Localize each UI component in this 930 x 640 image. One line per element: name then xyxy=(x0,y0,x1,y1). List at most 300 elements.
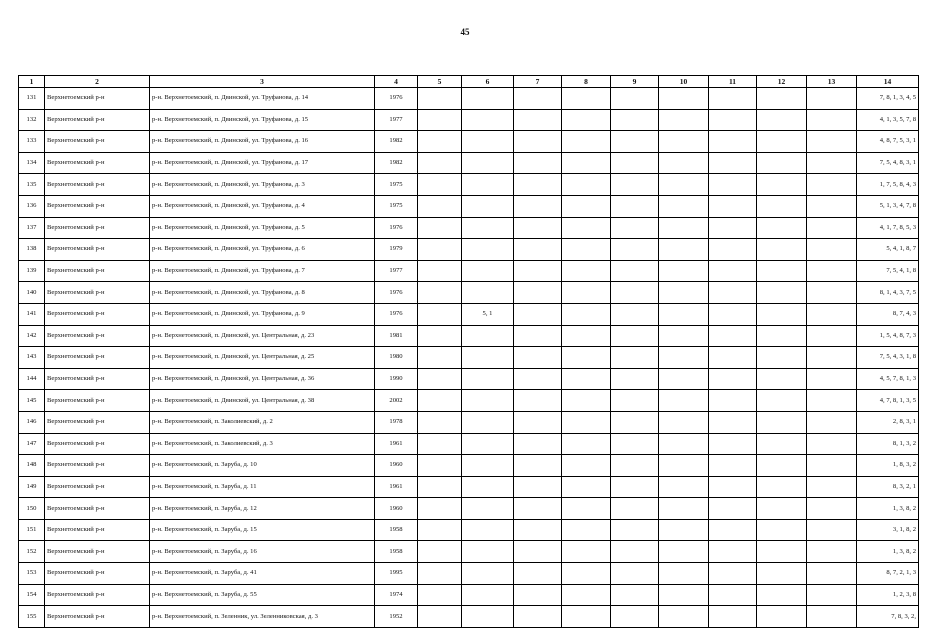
address-cell: р-н. Верхнетоемский, п. Двинской, ул. Труфанова, д. 4 xyxy=(150,195,375,217)
table-row xyxy=(19,325,919,347)
empty-cell xyxy=(807,282,857,304)
empty-cell xyxy=(418,131,462,153)
empty-cell xyxy=(562,152,611,174)
empty-cell xyxy=(562,455,611,477)
column-6-cell xyxy=(462,260,514,282)
year-cell: 1974 xyxy=(375,584,418,606)
empty-cell xyxy=(659,476,709,498)
empty-cell xyxy=(418,239,462,261)
empty-cell xyxy=(562,282,611,304)
empty-cell xyxy=(659,195,709,217)
empty-cell xyxy=(611,217,659,239)
district-cell: Верхнетоемский р-н xyxy=(45,498,150,520)
column-14-cell: 8, 1, 3, 2 xyxy=(857,433,919,455)
year-cell: 1960 xyxy=(375,498,418,520)
table-row xyxy=(19,131,919,153)
column-6-cell xyxy=(462,390,514,412)
empty-cell xyxy=(418,411,462,433)
empty-cell xyxy=(418,217,462,239)
empty-cell xyxy=(659,390,709,412)
district-cell: Верхнетоемский р-н xyxy=(45,303,150,325)
row-number: 148 xyxy=(19,455,45,477)
column-6-cell: 5, 1 xyxy=(462,303,514,325)
column-6-cell xyxy=(462,325,514,347)
column-14-cell: 4, 1, 3, 5, 7, 8 xyxy=(857,109,919,131)
year-cell: 1982 xyxy=(375,152,418,174)
empty-cell xyxy=(659,498,709,520)
year-cell: 1982 xyxy=(375,131,418,153)
empty-cell xyxy=(659,152,709,174)
address-cell: р-н. Верхнетоемский, п. Заруба, д. 11 xyxy=(150,476,375,498)
empty-cell xyxy=(709,390,757,412)
empty-cell xyxy=(611,260,659,282)
empty-cell xyxy=(757,411,807,433)
row-number: 138 xyxy=(19,239,45,261)
year-cell: 1958 xyxy=(375,519,418,541)
column-14-cell: 8, 7, 4, 3 xyxy=(857,303,919,325)
empty-cell xyxy=(659,606,709,628)
empty-cell xyxy=(418,563,462,585)
empty-cell xyxy=(514,174,562,196)
empty-cell xyxy=(514,303,562,325)
empty-cell xyxy=(807,325,857,347)
address-cell: р-н. Верхнетоемский, п. Двинской, ул. Труфанова, д. 5 xyxy=(150,217,375,239)
table-row xyxy=(19,519,919,541)
empty-cell xyxy=(514,606,562,628)
empty-cell xyxy=(418,368,462,390)
empty-cell xyxy=(709,411,757,433)
table-row xyxy=(19,239,919,261)
empty-cell xyxy=(659,411,709,433)
year-cell: 1958 xyxy=(375,541,418,563)
table-row xyxy=(19,174,919,196)
empty-cell xyxy=(562,303,611,325)
empty-cell xyxy=(807,476,857,498)
empty-cell xyxy=(611,584,659,606)
row-number: 142 xyxy=(19,325,45,347)
empty-cell xyxy=(807,584,857,606)
empty-cell xyxy=(659,131,709,153)
empty-cell xyxy=(807,131,857,153)
column-header: 11 xyxy=(709,76,757,88)
address-cell: р-н. Верхнетоемский, п. Двинской, ул. Труфанова, д. 7 xyxy=(150,260,375,282)
empty-cell xyxy=(562,174,611,196)
empty-cell xyxy=(514,325,562,347)
empty-cell xyxy=(659,217,709,239)
empty-cell xyxy=(659,239,709,261)
empty-cell xyxy=(757,260,807,282)
empty-cell xyxy=(807,347,857,369)
column-14-cell: 5, 1, 3, 4, 7, 8 xyxy=(857,195,919,217)
empty-cell xyxy=(807,498,857,520)
column-header: 4 xyxy=(375,76,418,88)
empty-cell xyxy=(418,584,462,606)
empty-cell xyxy=(418,519,462,541)
column-6-cell xyxy=(462,195,514,217)
address-cell: р-н. Верхнетоемский, п. Заруба, д. 10 xyxy=(150,455,375,477)
empty-cell xyxy=(514,563,562,585)
year-cell: 1976 xyxy=(375,282,418,304)
row-number: 139 xyxy=(19,260,45,282)
empty-cell xyxy=(807,195,857,217)
empty-cell xyxy=(807,109,857,131)
year-cell: 1977 xyxy=(375,109,418,131)
year-cell: 1981 xyxy=(375,325,418,347)
address-cell: р-н. Верхнетоемский, п. Заколиевский, д. 2 xyxy=(150,411,375,433)
table-row xyxy=(19,282,919,304)
empty-cell xyxy=(562,584,611,606)
empty-cell xyxy=(562,563,611,585)
column-header: 2 xyxy=(45,76,150,88)
row-number: 150 xyxy=(19,498,45,520)
empty-cell xyxy=(757,109,807,131)
column-6-cell xyxy=(462,152,514,174)
empty-cell xyxy=(659,519,709,541)
year-cell: 1976 xyxy=(375,217,418,239)
empty-cell xyxy=(709,174,757,196)
district-cell: Верхнетоемский р-н xyxy=(45,519,150,541)
address-cell: р-н. Верхнетоемский, п. Двинской, ул. Центральная, д. 36 xyxy=(150,368,375,390)
table-row xyxy=(19,606,919,628)
table-row xyxy=(19,455,919,477)
table-row xyxy=(19,476,919,498)
column-14-cell: 1, 7, 5, 8, 4, 3 xyxy=(857,174,919,196)
year-cell: 1961 xyxy=(375,476,418,498)
year-cell: 1976 xyxy=(375,303,418,325)
column-6-cell xyxy=(462,217,514,239)
district-cell: Верхнетоемский р-н xyxy=(45,390,150,412)
district-cell: Верхнетоемский р-н xyxy=(45,152,150,174)
empty-cell xyxy=(757,174,807,196)
district-cell: Верхнетоемский р-н xyxy=(45,455,150,477)
address-cell: р-н. Верхнетоемский, п. Двинской, ул. Центральная, д. 25 xyxy=(150,347,375,369)
empty-cell xyxy=(562,131,611,153)
empty-cell xyxy=(709,303,757,325)
column-6-cell xyxy=(462,606,514,628)
empty-cell xyxy=(757,541,807,563)
empty-cell xyxy=(611,476,659,498)
empty-cell xyxy=(709,455,757,477)
column-14-cell: 4, 7, 8, 1, 3, 5 xyxy=(857,390,919,412)
empty-cell xyxy=(709,368,757,390)
row-number: 141 xyxy=(19,303,45,325)
year-cell: 1976 xyxy=(375,88,418,110)
empty-cell xyxy=(757,303,807,325)
empty-cell xyxy=(514,476,562,498)
empty-cell xyxy=(709,541,757,563)
empty-cell xyxy=(514,455,562,477)
table-row xyxy=(19,390,919,412)
district-cell: Верхнетоемский р-н xyxy=(45,174,150,196)
empty-cell xyxy=(807,303,857,325)
column-14-cell: 5, 4, 1, 8, 7 xyxy=(857,239,919,261)
row-number: 144 xyxy=(19,368,45,390)
empty-cell xyxy=(514,282,562,304)
year-cell: 1978 xyxy=(375,411,418,433)
empty-cell xyxy=(659,368,709,390)
row-number: 149 xyxy=(19,476,45,498)
empty-cell xyxy=(709,563,757,585)
district-cell: Верхнетоемский р-н xyxy=(45,563,150,585)
district-cell: Верхнетоемский р-н xyxy=(45,88,150,110)
address-cell: р-н. Верхнетоемский, п. Двинской, ул. Труфанова, д. 3 xyxy=(150,174,375,196)
district-cell: Верхнетоемский р-н xyxy=(45,584,150,606)
empty-cell xyxy=(757,476,807,498)
empty-cell xyxy=(514,368,562,390)
empty-cell xyxy=(611,131,659,153)
empty-cell xyxy=(562,239,611,261)
empty-cell xyxy=(807,368,857,390)
empty-cell xyxy=(709,260,757,282)
housing-register-table xyxy=(18,75,919,628)
empty-cell xyxy=(709,325,757,347)
empty-cell xyxy=(418,455,462,477)
district-cell: Верхнетоемский р-н xyxy=(45,541,150,563)
empty-cell xyxy=(562,519,611,541)
empty-cell xyxy=(659,584,709,606)
empty-cell xyxy=(659,325,709,347)
column-14-cell: 7, 8, 3, 2, xyxy=(857,606,919,628)
empty-cell xyxy=(757,131,807,153)
empty-cell xyxy=(807,606,857,628)
column-6-cell xyxy=(462,174,514,196)
column-6-cell xyxy=(462,541,514,563)
empty-cell xyxy=(418,109,462,131)
empty-cell xyxy=(611,390,659,412)
address-cell: р-н. Верхнетоемский, п. Двинской, ул. Центральная, д. 38 xyxy=(150,390,375,412)
year-cell: 1961 xyxy=(375,433,418,455)
empty-cell xyxy=(709,584,757,606)
column-6-cell xyxy=(462,433,514,455)
empty-cell xyxy=(514,347,562,369)
empty-cell xyxy=(514,217,562,239)
empty-cell xyxy=(709,347,757,369)
empty-cell xyxy=(611,541,659,563)
column-14-cell: 1, 5, 4, 8, 7, 3 xyxy=(857,325,919,347)
district-cell: Верхнетоемский р-н xyxy=(45,325,150,347)
year-cell: 1977 xyxy=(375,260,418,282)
empty-cell xyxy=(514,88,562,110)
column-header: 3 xyxy=(150,76,375,88)
table-row xyxy=(19,109,919,131)
year-cell: 1980 xyxy=(375,347,418,369)
column-14-cell: 1, 3, 8, 2 xyxy=(857,498,919,520)
empty-cell xyxy=(807,217,857,239)
empty-cell xyxy=(757,455,807,477)
year-cell: 1975 xyxy=(375,174,418,196)
district-cell: Верхнетоемский р-н xyxy=(45,368,150,390)
column-header: 9 xyxy=(611,76,659,88)
table-row xyxy=(19,368,919,390)
year-cell: 1952 xyxy=(375,606,418,628)
empty-cell xyxy=(562,217,611,239)
column-14-cell: 1, 8, 3, 2 xyxy=(857,455,919,477)
empty-cell xyxy=(807,390,857,412)
column-6-cell xyxy=(462,109,514,131)
table-row xyxy=(19,217,919,239)
empty-cell xyxy=(757,390,807,412)
empty-cell xyxy=(611,411,659,433)
table-row xyxy=(19,411,919,433)
empty-cell xyxy=(757,152,807,174)
empty-cell xyxy=(514,584,562,606)
row-number: 143 xyxy=(19,347,45,369)
address-cell: р-н. Верхнетоемский, п. Двинской, ул. Центральная, д. 23 xyxy=(150,325,375,347)
row-number: 136 xyxy=(19,195,45,217)
empty-cell xyxy=(709,498,757,520)
empty-cell xyxy=(562,325,611,347)
district-cell: Верхнетоемский р-н xyxy=(45,411,150,433)
empty-cell xyxy=(757,433,807,455)
empty-cell xyxy=(757,88,807,110)
empty-cell xyxy=(562,606,611,628)
row-number: 151 xyxy=(19,519,45,541)
empty-cell xyxy=(611,347,659,369)
empty-cell xyxy=(418,347,462,369)
empty-cell xyxy=(611,152,659,174)
empty-cell xyxy=(418,325,462,347)
empty-cell xyxy=(709,606,757,628)
address-cell: р-н. Верхнетоемский, п. Двинской, ул. Труфанова, д. 16 xyxy=(150,131,375,153)
address-cell: р-н. Верхнетоемский, п. Зеленник, ул. Зеленниковская, д. 3 xyxy=(150,606,375,628)
empty-cell xyxy=(562,476,611,498)
column-header: 10 xyxy=(659,76,709,88)
empty-cell xyxy=(659,174,709,196)
district-cell: Верхнетоемский р-н xyxy=(45,606,150,628)
district-cell: Верхнетоемский р-н xyxy=(45,217,150,239)
row-number: 140 xyxy=(19,282,45,304)
column-header: 13 xyxy=(807,76,857,88)
empty-cell xyxy=(807,411,857,433)
year-cell: 2002 xyxy=(375,390,418,412)
table-row xyxy=(19,303,919,325)
address-cell: р-н. Верхнетоемский, п. Двинской, ул. Труфанова, д. 8 xyxy=(150,282,375,304)
empty-cell xyxy=(807,260,857,282)
empty-cell xyxy=(659,541,709,563)
table-row xyxy=(19,433,919,455)
empty-cell xyxy=(418,606,462,628)
empty-cell xyxy=(514,131,562,153)
empty-cell xyxy=(562,498,611,520)
empty-cell xyxy=(418,174,462,196)
address-cell: р-н. Верхнетоемский, п. Заруба, д. 12 xyxy=(150,498,375,520)
row-number: 147 xyxy=(19,433,45,455)
empty-cell xyxy=(659,433,709,455)
empty-cell xyxy=(418,303,462,325)
column-14-cell: 8, 1, 4, 3, 7, 5 xyxy=(857,282,919,304)
empty-cell xyxy=(611,519,659,541)
column-header: 5 xyxy=(418,76,462,88)
empty-cell xyxy=(659,303,709,325)
empty-cell xyxy=(807,455,857,477)
empty-cell xyxy=(659,563,709,585)
row-number: 137 xyxy=(19,217,45,239)
empty-cell xyxy=(418,88,462,110)
empty-cell xyxy=(418,476,462,498)
empty-cell xyxy=(611,325,659,347)
column-14-cell: 1, 2, 3, 8 xyxy=(857,584,919,606)
row-number: 135 xyxy=(19,174,45,196)
column-14-cell: 4, 8, 7, 5, 3, 1 xyxy=(857,131,919,153)
address-cell: р-н. Верхнетоемский, п. Заруба, д. 15 xyxy=(150,519,375,541)
empty-cell xyxy=(514,239,562,261)
empty-cell xyxy=(514,152,562,174)
empty-cell xyxy=(611,368,659,390)
table-row xyxy=(19,541,919,563)
table-row xyxy=(19,260,919,282)
empty-cell xyxy=(611,455,659,477)
year-cell: 1975 xyxy=(375,195,418,217)
empty-cell xyxy=(807,239,857,261)
empty-cell xyxy=(611,195,659,217)
column-14-cell: 7, 5, 4, 3, 1, 8 xyxy=(857,347,919,369)
address-cell: р-н. Верхнетоемский, п. Двинской, ул. Труфанова, д. 9 xyxy=(150,303,375,325)
column-6-cell xyxy=(462,563,514,585)
empty-cell xyxy=(514,411,562,433)
year-cell: 1990 xyxy=(375,368,418,390)
column-14-cell: 7, 5, 4, 8, 3, 1 xyxy=(857,152,919,174)
district-cell: Верхнетоемский р-н xyxy=(45,433,150,455)
table-row xyxy=(19,584,919,606)
column-14-cell: 2, 8, 3, 1 xyxy=(857,411,919,433)
year-cell: 1995 xyxy=(375,563,418,585)
column-header: 6 xyxy=(462,76,514,88)
row-number: 146 xyxy=(19,411,45,433)
row-number: 153 xyxy=(19,563,45,585)
empty-cell xyxy=(418,195,462,217)
empty-cell xyxy=(611,563,659,585)
empty-cell xyxy=(418,152,462,174)
table-row xyxy=(19,152,919,174)
row-number: 132 xyxy=(19,109,45,131)
empty-cell xyxy=(757,368,807,390)
empty-cell xyxy=(611,109,659,131)
row-number: 134 xyxy=(19,152,45,174)
empty-cell xyxy=(514,390,562,412)
empty-cell xyxy=(611,303,659,325)
empty-cell xyxy=(757,239,807,261)
table-row xyxy=(19,498,919,520)
column-14-cell: 8, 7, 2, 1, 3 xyxy=(857,563,919,585)
row-number: 133 xyxy=(19,131,45,153)
column-6-cell xyxy=(462,498,514,520)
empty-cell xyxy=(757,325,807,347)
column-header: 8 xyxy=(562,76,611,88)
column-6-cell xyxy=(462,239,514,261)
empty-cell xyxy=(611,239,659,261)
column-14-cell: 3, 1, 8, 2 xyxy=(857,519,919,541)
empty-cell xyxy=(418,498,462,520)
row-number: 154 xyxy=(19,584,45,606)
empty-cell xyxy=(562,433,611,455)
empty-cell xyxy=(659,282,709,304)
empty-cell xyxy=(562,541,611,563)
empty-cell xyxy=(709,217,757,239)
empty-cell xyxy=(562,368,611,390)
empty-cell xyxy=(757,282,807,304)
column-6-cell xyxy=(462,347,514,369)
empty-cell xyxy=(709,195,757,217)
empty-cell xyxy=(659,455,709,477)
empty-cell xyxy=(562,260,611,282)
empty-cell xyxy=(418,433,462,455)
empty-cell xyxy=(807,433,857,455)
address-cell: р-н. Верхнетоемский, п. Заруба, д. 55 xyxy=(150,584,375,606)
empty-cell xyxy=(562,195,611,217)
empty-cell xyxy=(418,282,462,304)
district-cell: Верхнетоемский р-н xyxy=(45,109,150,131)
empty-cell xyxy=(562,109,611,131)
